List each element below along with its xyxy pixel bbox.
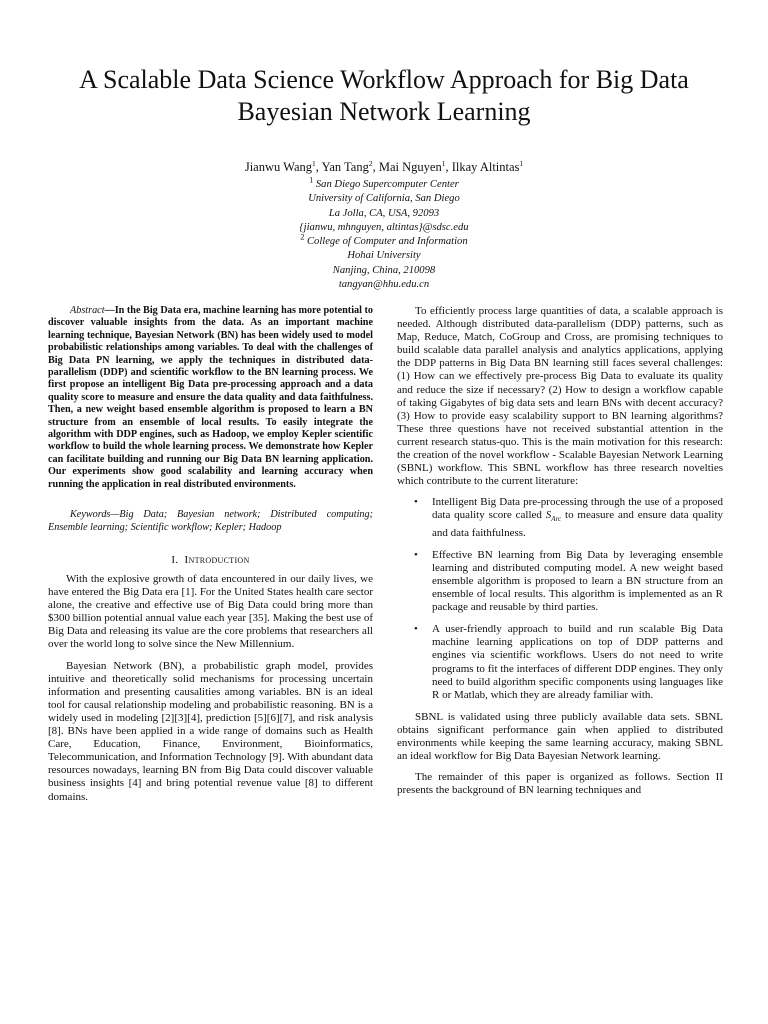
list-item-text: Effective BN learning from Big Data by leveraging ensemble learning and distributed computing model. A new weight based ensemble algorithm is proposed to learn a BN structure from an ensemble of local results. This algorithm is implemented as an R package and reusable by third parties.	[432, 548, 723, 614]
abstract-lead: Abstract	[70, 305, 105, 316]
section-number: I.	[171, 553, 179, 566]
affiliation-mark: 1	[309, 175, 314, 185]
list-item	[397, 623, 723, 702]
paper-title: A Scalable Data Science Workflow Approach for Big Data Bayesian Network Learning	[79, 65, 689, 126]
left-column	[48, 305, 373, 812]
affiliation-line: San Diego Supercomputer Center	[315, 179, 459, 190]
paragraph: SBNL is validated using three publicly available data sets. SBNL obtains significant performance gain when applied to distributed environments while keeping the same learning accuracy, making SBNL an ideal workflow for Big Data Bayesian Network learning.	[397, 710, 723, 763]
affiliation-email: tangyan@hhu.edu.cn	[338, 279, 430, 291]
list-item	[397, 496, 723, 539]
affiliation-line: Nanjing, China, 210098	[332, 264, 436, 276]
score-symbol-letter: S	[545, 509, 552, 522]
right-column	[397, 305, 723, 805]
author-affil-mark: 1	[312, 158, 316, 168]
affiliation-email: {jianwu, mhnguyen, altintas}@sdsc.edu	[299, 222, 469, 234]
keywords: Keywords—Big Data; Bayesian network; Distributed computing; Ensemble learning; Scientific workflow; Kepler; Hadoop	[48, 509, 373, 533]
author-affil-mark: 2	[368, 158, 373, 168]
score-symbol	[545, 509, 562, 524]
author-affil-mark: 1	[441, 158, 446, 168]
abstract-text: —In the Big Data era, machine learning has more potential to discover valuable insights from the data. As an important machine learning technique, Bayesian Network (BN) has been widely used to model probabilistic relationships among variables. To deal with the challenges of Big Data PN learning, we apply the techniques in distributed data-parallelism (DDP) and scientific workflow to the BN learning process. We first propose an intelligent Big Data pre-processing approach and a data quality score to measure and ensure the data quality and data faithfulness. Then, a new weight based ensemble algorithm is proposed to learn a BN structure from an ensemble of local results. To easily integrate the algorithm with DDP engines, such as Hadoop, we employ Kepler scientific workflow to build the whole learning process. We demonstrate how Kepler can facilitate building and running our Big Data BN learning application. Our experiments show good scalability and learning accuracy when running the application in real distributed environments.	[48, 305, 373, 490]
bullet-glyph: •	[414, 548, 418, 561]
author: Jianwu Wang	[244, 160, 313, 174]
affiliation-line: La Jolla, CA, USA, 92093	[328, 207, 440, 219]
author: Yan Tang	[321, 160, 369, 174]
paragraph: Bayesian Network (BN), a probabilistic graph model, provides intuitive and theoretically solid mechanisms for processing uncertain information and presenting causalities among variables. BN is an ideal tool for causal relationship modeling and probabilistic reasoning. BN is a widely used in modeling [2][3][4], prediction [5][6][7], and risk analysis [8]. BNs have been applied in a wide range of domains such as Health Care, Education, Finance, Environment, Bioinformatics, Telecommunication, and Information Technology [9]. With abundant data resources nowadays, learning BN from Big Data could discover valuable business insights [4] and bring potential revenue value [8] to different domains.	[48, 659, 373, 803]
paragraph: The remainder of this paper is organized as follows. Section II presents the background of BN learning techniques and	[397, 771, 723, 797]
author: Ilkay Altintas	[451, 160, 520, 174]
bullet-glyph: •	[414, 623, 418, 636]
author: Mai Nguyen	[378, 160, 442, 174]
author-list	[30, 159, 738, 175]
affiliation-line: Hohai University	[347, 250, 421, 262]
section-title: Introduction	[184, 553, 250, 566]
affiliation-1	[30, 175, 738, 236]
bullet-glyph: •	[414, 496, 418, 509]
paragraph: With the explosive growth of data encountered in our daily lives, we have entered the Big Data era [1]. For the United States health care sector alone, the creative and effective use of Big Data could bring more than $300 billion potential annual value each year [35]. Making the best use of Big Data and releasing its value are the core problems that researchers all over the world long to solve since the New Millennium.	[48, 573, 373, 651]
author-separator: ,	[372, 160, 379, 174]
author-affil-mark: 1	[519, 158, 524, 168]
list-item-text: Intelligent Big Data pre-processing through the use of a proposed data quality score called	[432, 496, 723, 522]
affiliation-line: College of Computer and Information	[306, 236, 468, 247]
section-heading	[48, 554, 373, 567]
affiliation-line: University of California, San Diego	[308, 193, 460, 205]
contribution-list	[397, 496, 723, 702]
paragraph: To efficiently process large quantities of data, a scalable approach is needed. Although distributed data-parallelism (DDP) patterns, such as Map, Reduce, Match, CoGroup and Cross, are promising techniques to build scalable data parallel analysis and analytics applications, applying the DDP patterns in Big Data BN learning still faces several challenges: (1) How can we effectively pre-process Big Data to evaluate its quality and reduce the size if necessary? (2) How to design a workflow capable of taking Gigabytes of big data sets and learn BNs with decent accuracy? (3) How to provide easy scalability support to BN learning algorithms? These three questions have not received substantial attention in the current research status-quo. This is the main motivation for this research: the creation of the novel workflow - Scalable Bayesian Network Learning (SBNL) workflow. This SBNL workflow has three research novelties which contribute to the current literature:	[397, 305, 723, 488]
score-symbol-subscript: Arc	[551, 515, 562, 524]
list-item	[397, 549, 723, 614]
list-item-text: to measure and ensure data quality and data faithfulness.	[432, 509, 723, 539]
affiliation-mark: 2	[300, 232, 305, 242]
author-separator: ,	[445, 160, 452, 174]
author-separator: ,	[315, 160, 322, 174]
list-item-text: A user-friendly approach to build and run scalable Big Data machine learning applications on top of DDP patterns and engines via scientific workflows. Users do not need to write programs to fit the interfaces of different DDP engines. They only need to build algorithm specific components using languages like R or Matlab, which they are already familiar with.	[432, 623, 723, 701]
affiliation-2	[30, 232, 738, 293]
abstract	[48, 305, 373, 491]
